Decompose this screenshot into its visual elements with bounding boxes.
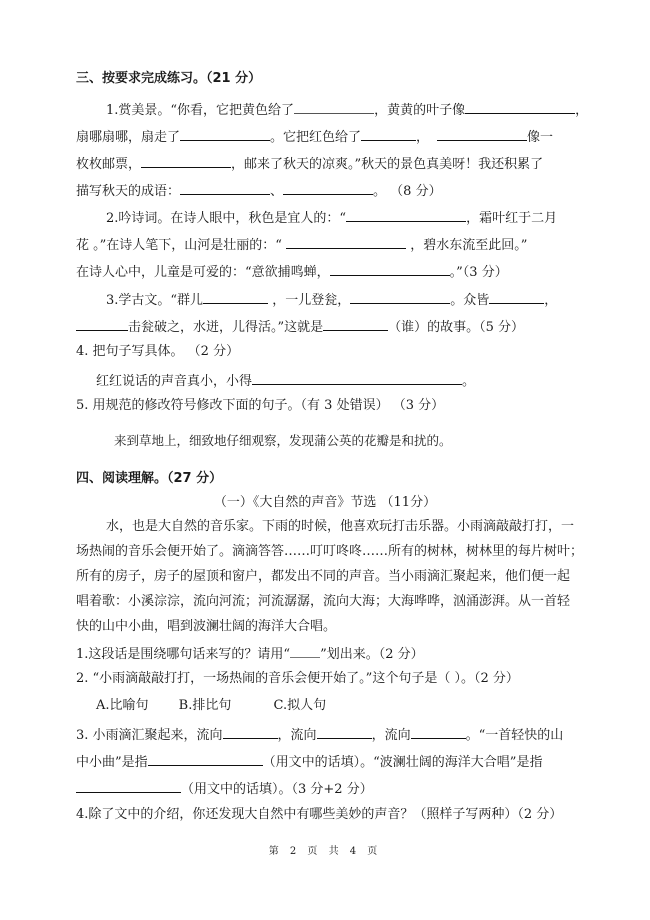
q1-text: 枚枚邮票， [76, 157, 142, 172]
q3-line2 [76, 316, 524, 337]
reading-q2: 2. “小雨滴敲敲打打，一场热闹的音乐会便开始了。”这个句子是（ ）。（2 分） [76, 671, 519, 686]
q1-text: ，邮来了秋天的凉爽。”秋天的景色真美呀！我还积累了 [231, 157, 544, 172]
answer-blank[interactable] [252, 370, 462, 385]
q3-text: （谁）的故事。（5 分） [388, 320, 525, 335]
q5-sentence: 来到草地上，细致地仔细观察，发现蒲公英的花瓣是和扰的。 [114, 433, 452, 448]
passage-line: 所有的房子，房子的屋顶和窗户，都发出不同的声音。当小雨滴汇聚起来，他们便一起 [76, 569, 571, 584]
passage-line: 快的山中小曲，唱到波澜壮阔的海洋大合唱。 [76, 619, 337, 634]
answer-blank[interactable] [180, 180, 270, 195]
answer-blank[interactable] [323, 316, 388, 331]
reading-q3-text: 3. 小雨滴汇聚起来，流向 [76, 728, 223, 743]
answer-blank[interactable] [346, 207, 466, 222]
q2-text: ，碧水东流至此回。” [406, 238, 528, 253]
passage-line: 场热闹的音乐会便开始了。滴滴答答……叮叮咚咚……所有的树林，树林里的每片树叶； [76, 544, 584, 559]
q3-line1 [106, 289, 557, 310]
answer-blank[interactable] [330, 261, 450, 276]
answer-blank[interactable] [361, 126, 416, 141]
option-c[interactable]: C.拟人句 [273, 698, 327, 713]
reading-q3-text: ，流向 [371, 728, 411, 743]
answer-blank[interactable] [294, 99, 374, 114]
reading-q3-line1 [76, 724, 563, 745]
q2-line1 [106, 207, 557, 228]
q1-text: 描写秋天的成语： [76, 184, 181, 199]
answer-blank[interactable] [148, 751, 263, 766]
answer-blank[interactable] [286, 234, 406, 249]
reading-q3-text: （用文中的话填）。“波澜壮阔的海洋大合唱”是指 [262, 755, 543, 770]
q1-line4 [76, 180, 442, 201]
q1-text: 、 [270, 184, 284, 199]
answer-blank[interactable] [290, 643, 320, 658]
q1-text: ， [416, 130, 430, 145]
reading-q1-text: 1.这段话是围绕哪句话来写的？请用“ [76, 647, 291, 662]
q3-text: ，一儿登瓮， [268, 293, 351, 308]
reading-q1 [76, 643, 424, 664]
q2-line2 [76, 234, 527, 255]
answer-blank[interactable] [437, 126, 527, 141]
q1-line1 [106, 99, 588, 120]
answer-blank[interactable] [180, 126, 270, 141]
q3-text: 。众皆 [450, 293, 490, 308]
q2-text: 2.吟诗词。在诗人眼中，秋色是宜人的：“ [106, 211, 347, 226]
q4-sentence [96, 370, 475, 391]
q1-line3 [76, 153, 543, 174]
reading-q3-text: （用文中的话填）。（3 分+2 分） [181, 782, 373, 797]
answer-blank[interactable] [465, 99, 575, 114]
answer-blank[interactable] [411, 724, 466, 739]
reading-q3-text: 中小曲”是指 [76, 755, 148, 770]
q3-text: 击瓮破之，水迸，儿得活。”这就是 [128, 320, 324, 335]
q5-title: 5. 用规范的修改符号修改下面的句子。（有 3 处错误） （3 分） [76, 398, 445, 413]
q1-text: ， [575, 103, 589, 118]
reading-q3-line3 [76, 778, 373, 799]
reading-q3-text: ，流向 [277, 728, 317, 743]
reading-q2-options [96, 697, 326, 715]
q1-text: 扇哪扇哪，扇走了 [76, 130, 181, 145]
q2-text: ，霜叶红于二月 [466, 211, 558, 226]
answer-blank[interactable] [223, 724, 278, 739]
reading-q3-text: 。“一首轻快的山 [465, 728, 564, 743]
reading-q4: 4.除了文中的介绍，你还发现大自然中有哪些美妙的声音？（照样子写两种）（2 分） [76, 807, 563, 822]
section4-heading: 四、阅读理解。（27 分） [76, 471, 223, 486]
page-footer: 第 2 页 共 4 页 [268, 846, 382, 857]
answer-blank[interactable] [350, 289, 450, 304]
q1-text: 。它把红色给了 [270, 130, 362, 145]
q4-text: 。 [462, 374, 476, 389]
answer-blank[interactable] [141, 153, 231, 168]
q3-text: 3.学古文。“群儿 [106, 293, 204, 308]
answer-blank[interactable] [203, 289, 268, 304]
option-b[interactable]: B.排比句 [178, 698, 232, 713]
answer-blank[interactable] [76, 778, 181, 793]
passage-line: 唱着歌：小溪淙淙，流向河流；河流潺潺，流向大海；大海哗哗，汹涌澎湃。从一首轻 [76, 594, 571, 609]
option-a[interactable]: A.比喻句 [96, 698, 149, 713]
q2-text: 花 。”在诗人笔下，山河是壮丽的：“ [76, 238, 287, 253]
q1-line2 [76, 126, 553, 147]
q1-text: ，黄黄的叶子像 [374, 103, 466, 118]
q4-title: 4. 把句子写具体。 （2 分） [76, 344, 240, 359]
answer-blank[interactable] [283, 180, 373, 195]
answer-blank[interactable] [489, 289, 544, 304]
answer-blank[interactable] [317, 724, 372, 739]
q1-text: 1.赏美景。“你看，它把黄色给了 [106, 103, 295, 118]
passage-title: （一）《大自然的声音》节选 （11分） [213, 495, 437, 510]
q2-line3 [76, 261, 508, 282]
answer-blank[interactable] [76, 316, 128, 331]
passage-line: 水，也是大自然的音乐家。下雨的时候，他喜欢玩打击乐器。小雨滴敲敲打打，一 [106, 519, 575, 534]
q2-text: 在诗人心中，儿童是可爱的：“意欲捕鸣蝉， [76, 265, 330, 280]
reading-q1-text: ”划出来。（2 分） [320, 647, 424, 662]
q1-text: 。 （8 分） [373, 184, 442, 199]
q2-text: 。”（3 分） [449, 265, 508, 280]
q3-text: ， [544, 293, 558, 308]
q4-text: 红红说话的声音真小，小得 [96, 374, 253, 389]
section3-heading: 三、按要求完成练习。（21 分） [76, 71, 262, 86]
reading-q3-line2 [76, 751, 542, 772]
q1-text: 像一 [527, 130, 554, 145]
